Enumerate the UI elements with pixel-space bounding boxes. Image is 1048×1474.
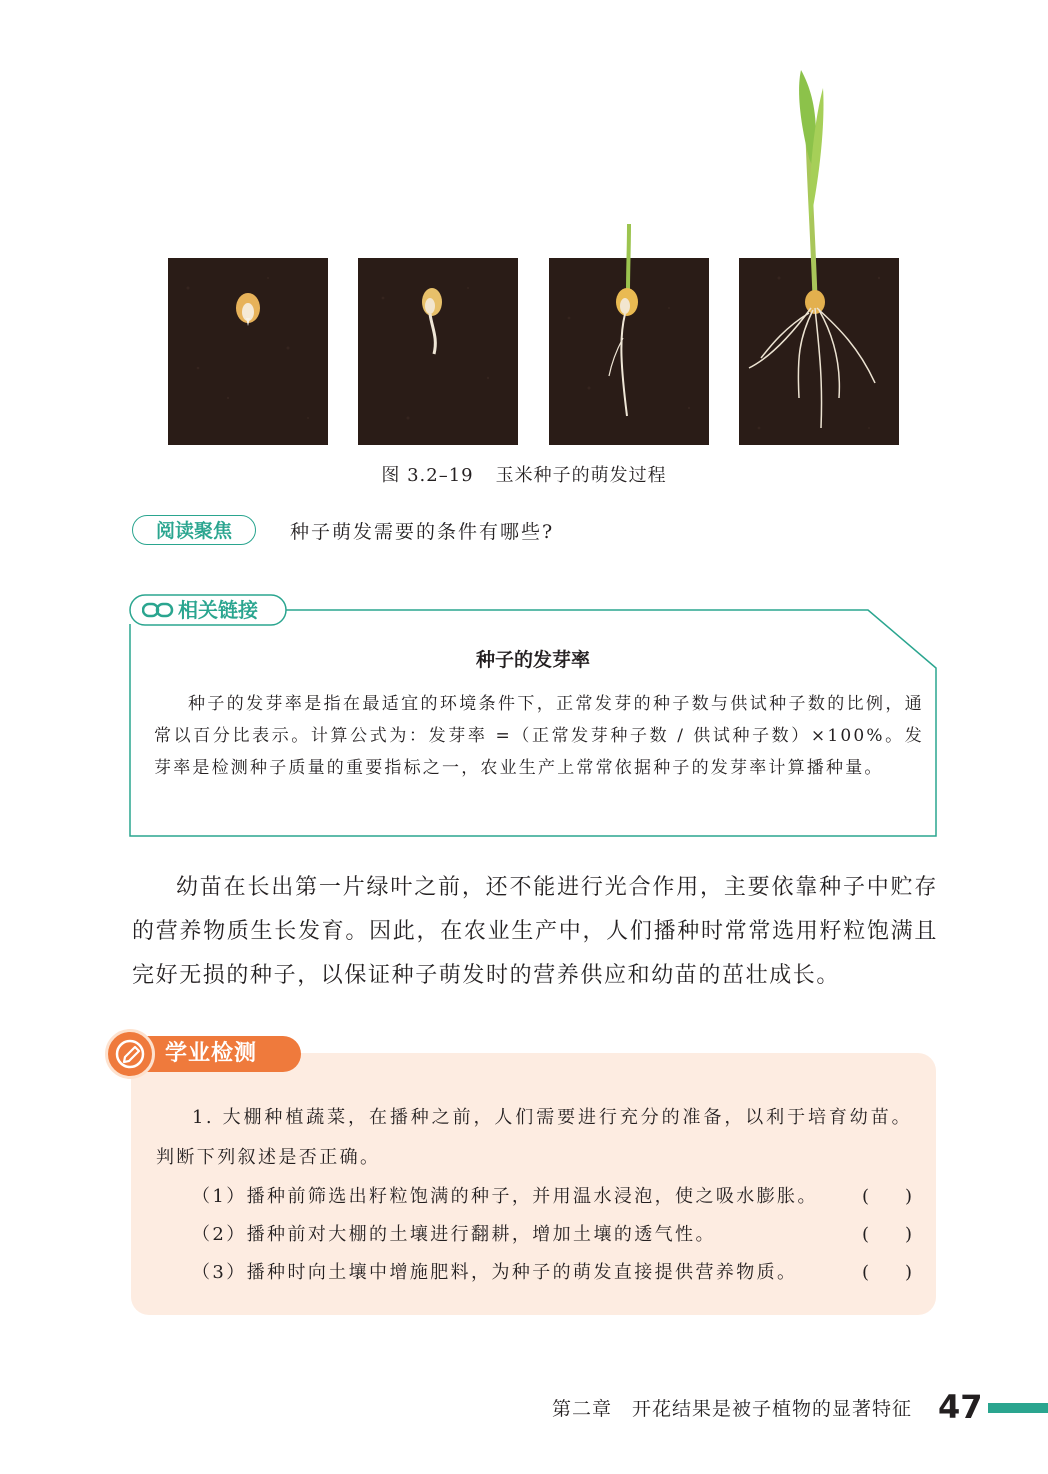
related-link-body	[154, 688, 924, 784]
germination-photo-stage-3	[549, 258, 709, 445]
figure-title: 玉米种子的萌发过程	[495, 465, 667, 486]
main-paragraph	[132, 866, 938, 998]
exercise-question	[156, 1098, 912, 1292]
main-paragraph-text: 幼苗在长出第一片绿叶之前，还不能进行光合作用，主要依靠种子中贮存的营养物质生长发育。因此，在农业生产中，人们播种时常常选用籽粒饱满且完好无损的种子，以保证种子萌发时的营养供应和幼苗的茁壮成长。	[132, 875, 938, 988]
young-corn-plant-illustration	[739, 258, 899, 445]
answer-blank[interactable]: ( )	[861, 1262, 912, 1283]
footer-chapter-title: 第二章 开花结果是被子植物的显著特征	[551, 1398, 912, 1420]
seed-with-radicle-illustration	[358, 258, 518, 445]
exercise-badge	[105, 1029, 301, 1079]
exercise-item-text: （3）播种时向土壤中增施肥料，为种子的萌发直接提供营养物质。	[192, 1262, 798, 1283]
germination-photo-stage-1	[168, 258, 328, 445]
related-link-badge	[132, 595, 284, 625]
exercise-item-text: （2）播种前对大棚的土壤进行翻耕，增加土壤的透气性。	[192, 1224, 716, 1245]
pencil-icon	[108, 1032, 152, 1076]
answer-blank[interactable]: ( )	[861, 1224, 912, 1245]
exercise-item	[156, 1254, 912, 1292]
figure-caption	[0, 461, 1048, 487]
seedling-with-shoot-illustration	[549, 258, 709, 445]
figure-number: 图 3.2–19	[381, 465, 474, 486]
reading-focus-badge: 阅读聚焦	[132, 515, 256, 545]
page-number: 47	[938, 1388, 983, 1426]
answer-blank[interactable]: ( )	[861, 1186, 912, 1207]
link-chain-icon	[142, 601, 174, 619]
germination-photo-stage-2	[358, 258, 518, 445]
reading-focus-question: 种子萌发需要的条件有哪些?	[290, 521, 555, 543]
exercise-label: 学业检测	[165, 1041, 258, 1066]
related-link-title: 种子的发芽率	[475, 649, 590, 671]
exercise-item-text: （1）播种前筛选出籽粒饱满的种子，并用温水浸泡，使之吸水膨胀。	[192, 1186, 818, 1207]
exercise-item	[156, 1178, 912, 1216]
germination-photo-stage-4	[739, 258, 899, 445]
seed-illustration	[168, 258, 328, 445]
exercise-stem: 1. 大棚种植蔬菜，在播种之前，人们需要进行充分的准备，以利于培育幼苗。判断下列叙述是否正确。	[156, 1107, 912, 1168]
footer-accent-bar	[988, 1403, 1048, 1413]
related-link-text: 种子的发芽率是指在最适宜的环境条件下，正常发芽的种子数与供试种子数的比例，通常以百分比表示。计算公式为：发芽率 =（正常发芽种子数 / 供试种子数）×100%。发芽率是检测种子质量的重要指标之一，农业生产上常常依据种子的发芽率计算播种量。	[154, 694, 924, 778]
related-link-label: 相关链接	[178, 598, 258, 622]
exercise-item	[156, 1216, 912, 1254]
